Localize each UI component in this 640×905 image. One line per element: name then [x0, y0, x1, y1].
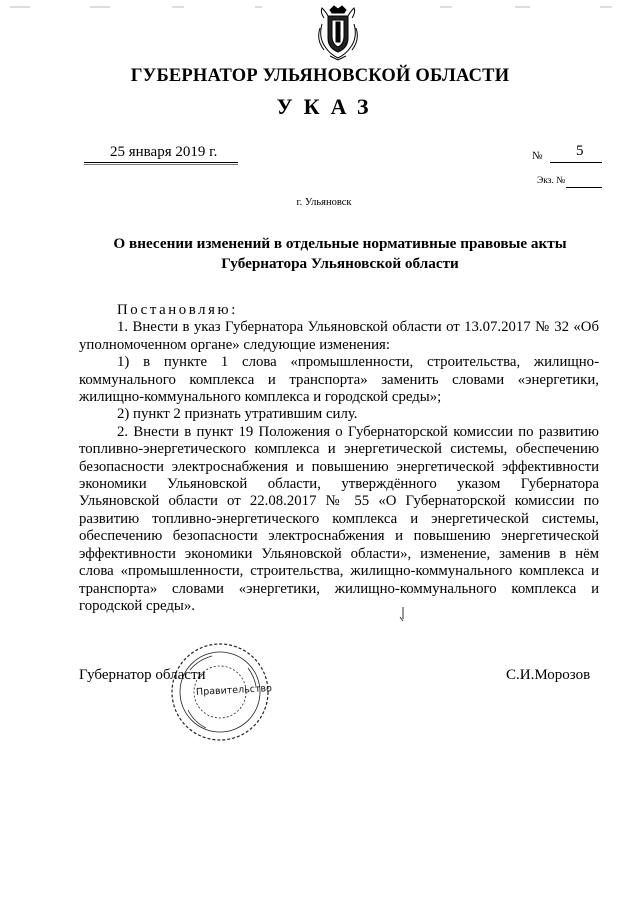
- subject-line-2: Губернатора Ульяновской области: [221, 255, 459, 272]
- resolve-heading: Постановляю:: [117, 302, 238, 318]
- seal-text: Правительство: [195, 683, 273, 698]
- issuing-authority: ГУБЕРНАТОР УЛЬЯНОВСКОЙ ОБЛАСТИ: [130, 66, 510, 86]
- document-date: 25 января 2019 г.: [110, 144, 218, 160]
- subject-line-1: О внесении изменений в отдельные нормативные правовые акты: [113, 235, 567, 252]
- paragraph-1: 1. Внести в указ Губернатора Ульяновской области от 13.07.2017 № 32 «Об уполномоченном органе» следующие изменения:: [79, 319, 599, 353]
- document-type: УКАЗ: [276, 94, 380, 119]
- copy-number-underline: [566, 187, 602, 188]
- document-subject: [70, 234, 610, 274]
- document-number: 5: [576, 143, 584, 159]
- date-underline-secondary: [84, 164, 238, 165]
- ink-mark: [398, 605, 408, 625]
- signatory-name: С.И.Морозов: [506, 667, 591, 683]
- document-body: [79, 302, 599, 615]
- paragraph-1-item-2: 2) пункт 2 признать утратившим силу.: [117, 406, 358, 423]
- paragraph-1-item-1: 1) в пункте 1 слова «промышленности, строительства, жилищно-коммунального комплекса и транспорта» заменить словами «энергетики, жилищно-коммунального комплекса и городской среды»;: [79, 354, 599, 406]
- issue-city: г. Ульяновск: [296, 197, 352, 208]
- date-underline: [84, 162, 238, 163]
- number-label: №: [532, 150, 543, 162]
- copy-number-label: Экз. №: [537, 176, 566, 186]
- number-underline: [550, 162, 602, 163]
- coat-of-arms-icon: [316, 4, 360, 62]
- paragraph-2: 2. Внести в пункт 19 Положения о Губернаторской комиссии по развитию топливно-энергетического комплекса и энергетической системы, обеспечению безопасности электроснабжения и повышению энергетической эффективности экономики Ульяновской области, утверждённого указом Губернатора Ульяновской области от 22.08.2017 № 55 «О Губернаторской комиссии по развитию топливно-энергетического комплекса и энергетической системы, обеспечению безопасности электроснабжения и повышению энергетической эффективности экономики Ульяновской области», изменение, заменив в нём слова «промышленности, строительства, жилищно-коммунального комплекса и транспорта» словами «энергетики, жилищно-коммунального комплекса и городской среды».: [79, 423, 599, 614]
- signatory-title: Губернатор области: [79, 667, 206, 683]
